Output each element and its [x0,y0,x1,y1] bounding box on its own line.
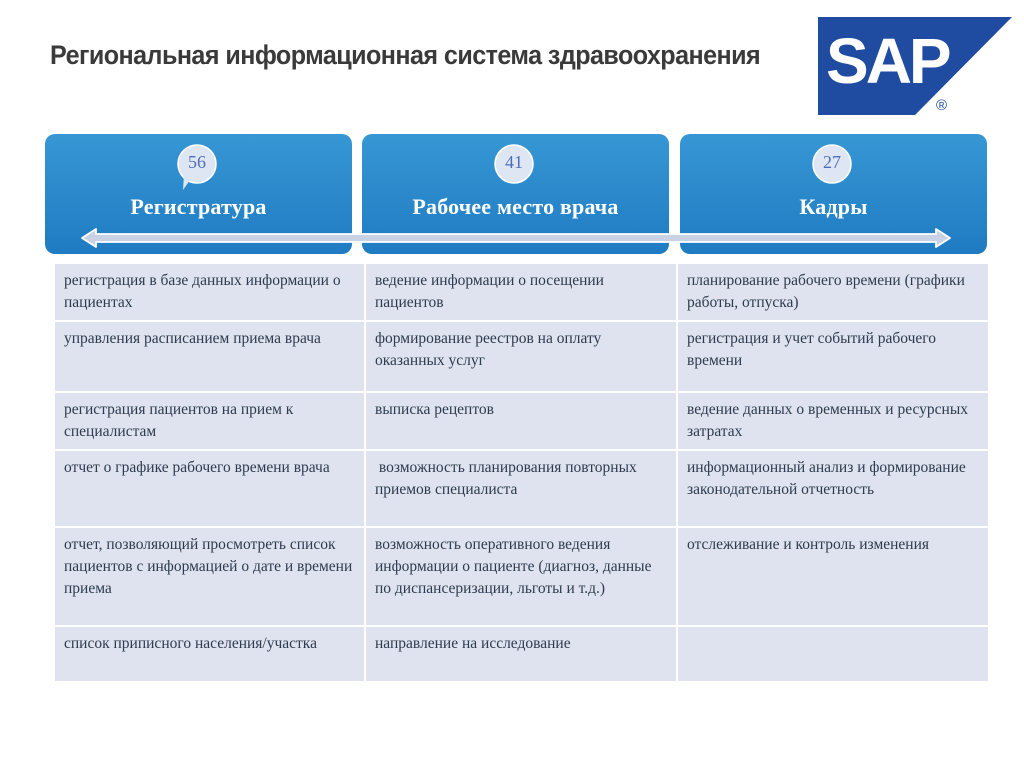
table-cell: ведение информации о посещении пациентов [365,263,677,321]
table-row [54,527,989,626]
svg-text:SAP: SAP [826,25,949,97]
table-row [54,450,989,527]
column-label: Регистратура [130,194,267,219]
table-cell: управления расписанием приема врача [54,321,365,392]
table-row [54,392,989,450]
count-value: 56 [188,152,206,172]
table-row [54,263,989,321]
table-cell: регистрация и учет событий рабочего времени [677,321,989,392]
table-cell: отчет о графике рабочего времени врача [54,450,365,527]
table-cell: список приписного населения/участка [54,626,365,682]
table-cell: возможность планирования повторных приемов специалиста [365,450,677,527]
table-cell: отчет, позволяющий просмотреть список пациентов с информацией о дате и времени приема [54,527,365,626]
table-row [54,321,989,392]
count-value: 41 [505,152,523,172]
table-cell: формирование реестров на оплату оказанных услуг [365,321,677,392]
count-value: 27 [823,152,841,172]
table-cell: информационный анализ и формирование законодательной отчетность [677,450,989,527]
table-cell [677,626,989,682]
column-label: Рабочее место врача [412,194,619,219]
count-bubble [812,144,852,184]
table-cell: ведение данных о временных и ресурсных затратах [677,392,989,450]
table-cell: отслеживание и контроль изменения [677,527,989,626]
table-cell: регистрация в базе данных информации о пациентах [54,263,365,321]
table-cell: регистрация пациентов на прием к специалистам [54,392,365,450]
sap-logo [818,17,1012,115]
column-label: Кадры [799,194,868,219]
double-arrow-connector [80,226,952,250]
registered-mark: ® [936,97,948,114]
table-cell: выписка рецептов [365,392,677,450]
table-cell: планирование рабочего времени (графики работы, отпуска) [677,263,989,321]
page-title: Региональная информационная система здравоохранения [50,40,761,70]
count-bubble [177,144,217,184]
features-table [53,262,990,683]
table-cell: направление на исследование [365,626,677,682]
table-cell: возможность оперативного ведения информации о пациенте (диагноз, данные по диспансеризации, льготы и т.д.) [365,527,677,626]
table-row [54,626,989,682]
count-bubble [494,144,534,184]
